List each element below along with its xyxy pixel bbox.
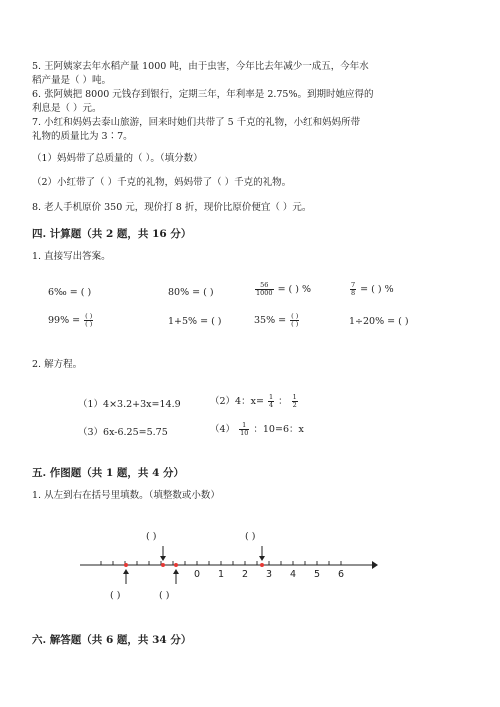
q7-sub1: （1）妈妈带了总质量的（ ）。（填分数） (32, 153, 203, 164)
equation-4-pre: （4） (210, 424, 236, 435)
calc-r1c4-rest: = ( ) % (360, 284, 394, 295)
fraction (290, 313, 299, 328)
q6-line1: 6. 张阿姨把 8000 元钱存到银行，定期三年，年利率是 2.75%。到期时她应得的 (32, 89, 374, 100)
frac-den: 8 (351, 289, 356, 297)
tick-label-1: 1 (218, 569, 225, 580)
tick-label-5: 5 (314, 569, 321, 580)
calc-r2c1 (48, 313, 94, 328)
down-arrow-head (259, 556, 265, 561)
equation-4 (210, 421, 304, 437)
fraction (292, 394, 298, 409)
q7-sub2: （2）小红带了（ ）千克的礼物，妈妈带了（ ）千克的礼物。 (32, 177, 292, 188)
fraction (268, 394, 274, 409)
section4-q2-title: 2. 解方程。 (32, 359, 83, 370)
calc-r1c4 (349, 282, 394, 297)
calc-r1c3 (254, 282, 311, 297)
up-arrow-head (173, 569, 179, 574)
section4-q1-title: 1. 直接写出答案。 (32, 251, 111, 262)
equation-4-rest: ：10=6：x (253, 424, 304, 435)
tick-label-0: 0 (194, 569, 201, 580)
frac-den: 2 (292, 401, 297, 409)
equation-2-colon: ： (278, 396, 288, 407)
marker-point-1 (124, 563, 128, 567)
section5-q1-title: 1. 从左到右在括号里填数。（填整数或小数） (32, 490, 220, 501)
frac-num: ( ) (291, 312, 299, 320)
section6-heading: 六. 解答题（共 6 题，共 34 分） (32, 634, 192, 646)
calc-r1c3-rest: = ( ) % (277, 284, 312, 295)
ticks (101, 561, 341, 565)
tick-label-4: 4 (290, 569, 297, 580)
up-arrow-head (123, 569, 129, 574)
frac-den: 4 (268, 401, 274, 409)
q8: 8. 老人手机原价 350 元，现价打 8 折，现价比原价便宜（ ）元。 (32, 202, 312, 213)
equation-2 (210, 393, 299, 409)
frac-den: 1000 (256, 289, 273, 297)
calc-r1c2: 80% = ( ) (168, 287, 214, 298)
frac-den: 10 (240, 429, 249, 437)
fraction (239, 422, 249, 437)
calc-r2c4: 1÷20% = ( ) (349, 316, 409, 327)
frac-den: ( ) (85, 320, 93, 328)
answer-blank-top-1: ( ) (146, 531, 157, 542)
q7-line1: 7. 小红和妈妈去泰山旅游，回来时她们共带了 5 千克的礼物，小红和妈妈所带 (32, 117, 361, 128)
frac-num: 1 (268, 393, 274, 401)
section4-heading: 四. 计算题（共 2 题，共 16 分） (32, 228, 192, 240)
answer-blank-bottom-2: ( ) (159, 590, 170, 601)
marker-point-3 (174, 563, 178, 567)
q5-line2: 稻产量是（ ）吨。 (32, 75, 112, 86)
tick-label-2: 2 (242, 569, 249, 580)
equation-3: （3）6x-6.25=5.75 (78, 427, 168, 438)
frac-den: ( ) (291, 320, 299, 328)
answer-blank-top-2: ( ) (245, 531, 256, 542)
fraction (350, 282, 356, 297)
answer-blank-bottom-1: ( ) (110, 590, 121, 601)
q6-line2: 利息是（ ）元。 (32, 103, 102, 114)
calc-r2c2: 1+5% = ( ) (168, 316, 222, 327)
down-arrow-head (160, 556, 166, 561)
calc-r2c3 (254, 313, 300, 328)
frac-num: 7 (351, 281, 356, 289)
frac-num: 56 (255, 282, 274, 290)
tick-label-3: 3 (266, 569, 273, 580)
frac-num: 1 (292, 393, 297, 401)
calc-r1c1: 6‰ = ( ) (48, 287, 92, 298)
q7-line2: 礼物的质量比为 3∶7。 (32, 131, 133, 142)
marker-point-4 (260, 563, 264, 567)
frac-num: 1 (239, 422, 249, 430)
marker-point-2 (161, 563, 165, 567)
fraction (255, 282, 274, 297)
q5-line1: 5. 王阿姨家去年水稻产量 1000 吨，由于虫害，今年比去年减少一成五，今年水 (32, 61, 369, 72)
equation-1: （1）4×3.2+3x=14.9 (78, 399, 181, 410)
tick-label-6: 6 (338, 569, 345, 580)
axis-arrow (372, 561, 378, 569)
frac-num: ( ) (85, 312, 93, 320)
calc-r2c3-pre: 35% = (254, 315, 287, 326)
calc-r2c1-pre: 99% = (48, 315, 81, 326)
section5-heading: 五. 作图题（共 1 题，共 4 分） (32, 467, 185, 479)
equation-2-pre: （2）4：x= (210, 396, 264, 407)
fraction (84, 313, 93, 328)
